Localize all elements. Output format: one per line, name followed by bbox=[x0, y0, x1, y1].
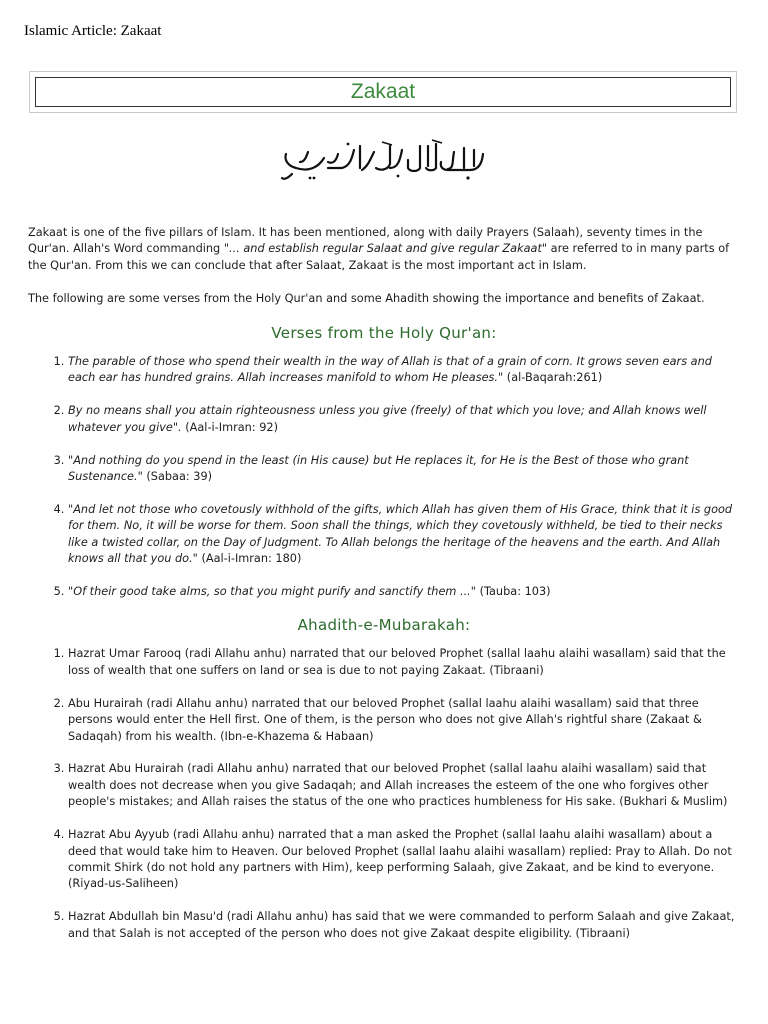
page-title: Zakaat bbox=[350, 80, 416, 103]
title-box bbox=[35, 77, 731, 107]
verse-reference: (Aal-i-Imran: 180) bbox=[197, 552, 302, 566]
intro-quote: "... and establish regular Salaat and give regular Zakaat" bbox=[223, 242, 548, 256]
ahadith-list bbox=[28, 646, 740, 942]
list-item bbox=[68, 354, 740, 387]
ahadith-heading: Ahadith-e-Mubarakah: bbox=[297, 616, 471, 634]
article-body bbox=[28, 225, 740, 959]
bismillah-calligraphy bbox=[278, 138, 490, 186]
running-header: Islamic Article: Zakaat bbox=[24, 23, 162, 39]
intro-paragraph-2: The following are some verses from the Holy Qur'an and some Ahadith showing the importance and benefits of Zakaat. bbox=[28, 292, 705, 306]
list-item: 3. Hazrat Abu Hurairah (radi Allahu anhu) narrated that our beloved Prophet (sallal laahu alaihi wasallam) said that wealth does not decrease when you give Sadaqah; and Allah increases the esteem of the one who forgives other people's mistakes; and Allah raises the status of the one who practices humbleness for His sake. (Bukhari & Muslim) bbox=[68, 761, 740, 810]
list-item: 5. Hazrat Abdullah bin Masu'd (radi Allahu anhu) has said that we were commanded to perform Salaah and give Zakaat, and that Salah is not accepted of the person who does not give Zakaat despite eligibility. (Tibraani) bbox=[68, 909, 740, 942]
intro-text-continued: are referred to in many parts of the Qur'an. From this we can conclude that after Salaat, Zakaat is the most important act in Islam. bbox=[28, 242, 730, 272]
list-item: 1. Hazrat Umar Farooq (radi Allahu anhu) narrated that our beloved Prophet (sallal laahu alaihi wasallam) said that the loss of wealth that one suffers on land or sea is due to not paying Zakaat. (Tibraani) bbox=[68, 646, 740, 679]
verses-list bbox=[28, 354, 740, 600]
verse-quote: By no means shall you attain righteousness unless you give (freely) of that which you love; and Allah knows well whatever you give". bbox=[68, 404, 707, 434]
list-item bbox=[68, 584, 740, 600]
verse-reference: (Aal-i-Imran: 92) bbox=[181, 420, 278, 434]
list-item: 2. Abu Hurairah (radi Allahu anhu) narrated that our beloved Prophet (sallal laahu alaihi wasallam) said that three persons would enter the Hell first. One of them, is the person who does not give Allah's rightful share (Zakaat & Sadaqah) from his wealth. (Ibn-e-Khazema & Habaan) bbox=[68, 696, 740, 745]
verse-quote: "And nothing do you spend in the least (in His cause) but He replaces it, for He is the Best of those who grant Sustenance." bbox=[68, 453, 689, 484]
list-item bbox=[68, 453, 740, 486]
verse-quote: "Of their good take alms, so that you might purify and sanctify them ..." bbox=[68, 585, 476, 599]
title-frame bbox=[29, 71, 737, 113]
verse-reference: (al-Baqarah:261) bbox=[503, 371, 603, 385]
verse-quote: The parable of those who spend their wealth in the way of Allah is that of a grain of corn. It grows seven ears and each ear has hundred grains. Allah increases manifold to whom He pleases." bbox=[68, 355, 712, 385]
list-item: 4. Hazrat Abu Ayyub (radi Allahu anhu) narrated that a man asked the Prophet (sallal laahu alaihi wasallam) about a deed that would take him to Heaven. Our beloved Prophet (sallal laahu alaihi wasallam) replied: Pray to Allah. Do not commit Shirk (do not hold any partners with Him), keep performing Salaah, give Zakaat, and be kind to everyone. (Riyad-us-Saliheen) bbox=[68, 827, 740, 893]
verse-quote: "And let not those who covetously withhold of the gifts, which Allah has given them of His Grace, think that it is good for them. No, it will be worse for them. Soon shall the things, which they covetously withheld, be tied to their necks like a twisted collar, on the Day of Judgment. To Allah belongs the heritage of the heavens and the earth. And Allah knows all that you do." bbox=[68, 502, 733, 566]
list-item bbox=[68, 403, 740, 436]
intro-paragraph bbox=[28, 225, 740, 274]
verse-reference: (Sabaa: 39) bbox=[142, 470, 213, 484]
verse-reference: (Tauba: 103) bbox=[475, 585, 551, 599]
list-item bbox=[68, 502, 740, 568]
verses-heading: Verses from the Holy Qur'an: bbox=[271, 323, 497, 342]
intro-text: Zakaat is one of the five pillars of Islam. It has been mentioned, along with daily Prayers (Salaah), seventy times in the Qur'an. Allah's Word commanding bbox=[28, 226, 703, 256]
